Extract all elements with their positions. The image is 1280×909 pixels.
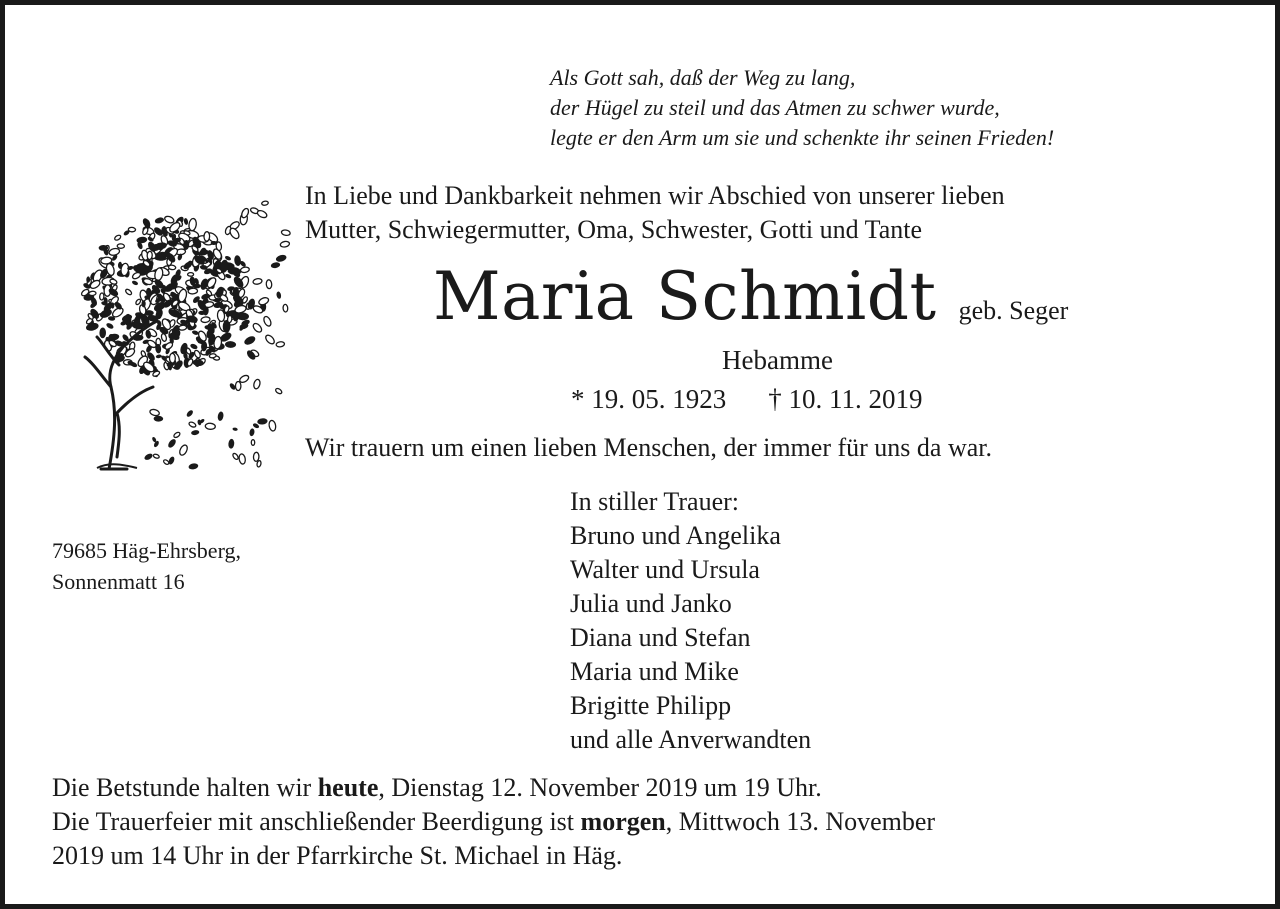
list-item: und alle Anverwandten xyxy=(570,725,812,754)
list-item: Diana und Stefan xyxy=(570,623,751,652)
funeral-location-line: 2019 um 14 Uhr in der Pfarrkirche St. Michael in Häg. xyxy=(52,841,623,870)
list-item: Walter und Ursula xyxy=(570,555,760,584)
prayer-day: heute xyxy=(317,773,379,802)
verse xyxy=(550,63,1054,153)
address xyxy=(52,535,241,597)
mourners-list xyxy=(570,485,811,757)
list-item: Maria und Mike xyxy=(570,657,739,686)
windswept-tree-icon xyxy=(57,187,293,471)
life-dates xyxy=(571,382,923,416)
address-line: 79685 Häg-Ehrsberg, xyxy=(52,538,241,563)
maiden-name: geb. Seger xyxy=(958,296,1069,325)
death-date: † 10. 11. 2019 xyxy=(768,384,923,414)
funeral-line xyxy=(52,805,935,839)
verse-line: Als Gott sah, daß der Weg zu lang, xyxy=(550,65,856,90)
verse-line: der Hügel zu steil und das Atmen zu schwer wurde, xyxy=(550,95,1000,120)
funeral-text: Die Trauerfeier mit anschließender Beerdigung ist xyxy=(52,807,581,836)
deceased-name: Maria Schmidt xyxy=(433,258,937,335)
prayer-service-line xyxy=(52,771,935,805)
prayer-text: Die Betstunde halten wir xyxy=(52,773,318,802)
service-info xyxy=(52,771,935,873)
profession: Hebamme xyxy=(722,345,833,375)
verse-line: legte er den Arm um sie und schenkte ihr seinen Frieden! xyxy=(550,125,1055,150)
mourning-sentence: Wir trauern um einen lieben Menschen, der immer für uns da war. xyxy=(305,433,992,462)
list-item: Bruno und Angelika xyxy=(570,521,781,550)
mourners-heading: In stiller Trauer: xyxy=(570,487,739,516)
funeral-date: , Mittwoch 13. November xyxy=(665,807,936,836)
list-item: Brigitte Philipp xyxy=(570,691,732,720)
intro-line: Mutter, Schwiegermutter, Oma, Schwester, Gotti und Tante xyxy=(305,215,922,244)
birth-date: * 19. 05. 1923 xyxy=(571,384,727,414)
address-line: Sonnenmatt 16 xyxy=(52,569,185,594)
deceased-name-row xyxy=(433,257,1068,337)
intro-line: In Liebe und Dankbarkeit nehmen wir Abschied von unserer lieben xyxy=(305,181,1005,210)
intro-text xyxy=(305,179,1005,247)
funeral-day: morgen xyxy=(580,807,666,836)
prayer-date: , Dienstag 12. November 2019 um 19 Uhr. xyxy=(378,773,822,802)
list-item: Julia und Janko xyxy=(570,589,732,618)
